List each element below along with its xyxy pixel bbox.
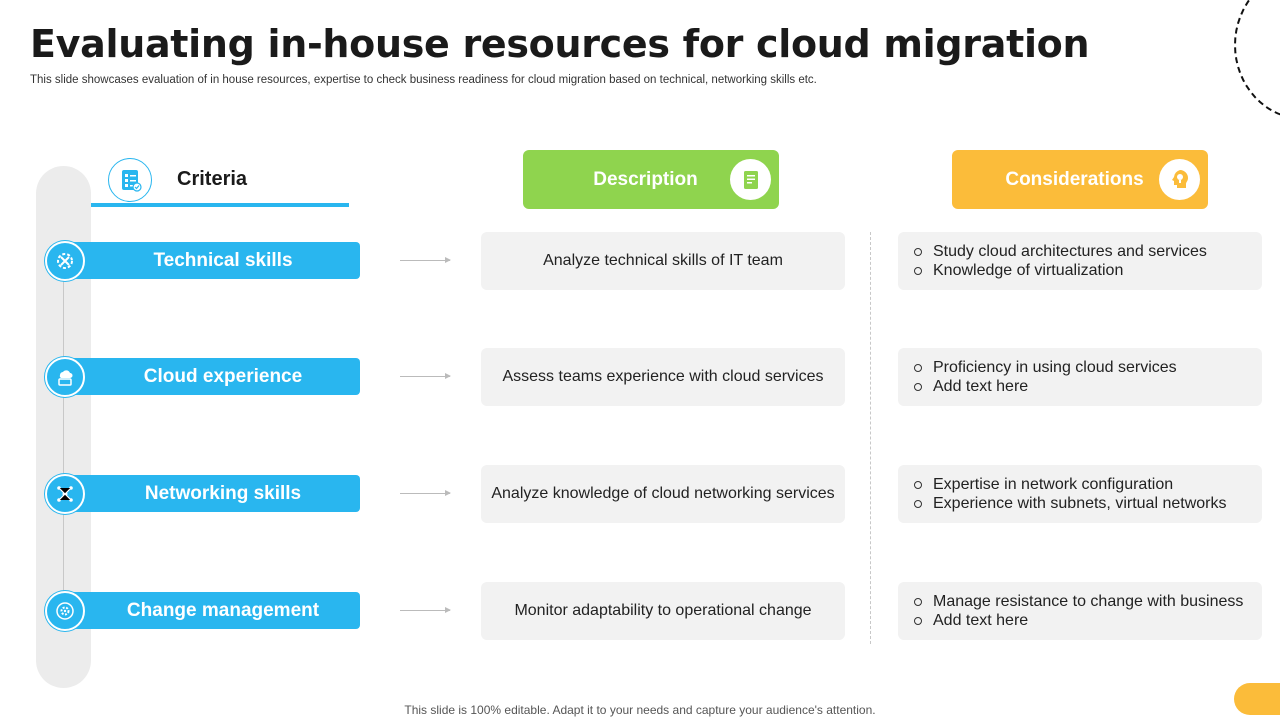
tools-icon bbox=[45, 241, 85, 281]
consideration-text: Manage resistance to change with business bbox=[933, 592, 1244, 610]
criteria-row-change-management bbox=[0, 581, 1280, 641]
considerations-box bbox=[898, 582, 1262, 640]
considerations-header-label: Considerations bbox=[1005, 168, 1144, 190]
bullet bbox=[914, 481, 922, 489]
timeline-connector bbox=[63, 260, 64, 612]
page-title: Evaluating in-house resources for cloud migration bbox=[30, 22, 1090, 66]
gear-cycle-icon bbox=[45, 591, 85, 631]
row-arrow bbox=[400, 260, 450, 261]
description-box: Monitor adaptability to operational change bbox=[481, 582, 845, 640]
checklist-icon bbox=[108, 158, 152, 202]
description-header bbox=[523, 150, 779, 209]
description-box: Analyze technical skills of IT team bbox=[481, 232, 845, 290]
bullet bbox=[914, 383, 922, 391]
row-arrow bbox=[400, 493, 450, 494]
consideration-item bbox=[914, 377, 1262, 396]
bullet bbox=[914, 364, 922, 372]
consideration-item bbox=[914, 475, 1262, 494]
considerations-header bbox=[952, 150, 1208, 209]
consideration-text: Expertise in network configuration bbox=[933, 475, 1174, 493]
consideration-item bbox=[914, 494, 1262, 513]
consideration-text: Proficiency in using cloud services bbox=[933, 358, 1177, 376]
consideration-item bbox=[914, 242, 1262, 261]
decorative-dashed-arc bbox=[1234, 0, 1280, 120]
description-header-label: Description bbox=[593, 168, 698, 190]
bullet bbox=[914, 598, 922, 606]
bullet bbox=[914, 267, 922, 275]
consideration-item bbox=[914, 358, 1262, 377]
document-icon bbox=[730, 159, 771, 200]
description-box: Assess teams experience with cloud services bbox=[481, 348, 845, 406]
criterion-label: Technical skills bbox=[64, 242, 360, 279]
consideration-item bbox=[914, 611, 1262, 630]
consideration-text: Add text here bbox=[933, 377, 1029, 395]
page-subtitle: This slide showcases evaluation of in house resources, expertise to check business readiness for cloud migration based on technical, networking skills etc. bbox=[30, 74, 817, 86]
consideration-text: Knowledge of virtualization bbox=[933, 261, 1124, 279]
considerations-box bbox=[898, 465, 1262, 523]
consideration-item bbox=[914, 261, 1262, 280]
idea-head-icon bbox=[1159, 159, 1200, 200]
criteria-underline bbox=[91, 203, 349, 207]
bullet bbox=[914, 248, 922, 256]
network-icon bbox=[45, 474, 85, 514]
consideration-item bbox=[914, 592, 1262, 611]
criteria-row-networking-skills bbox=[0, 464, 1280, 524]
criterion-label: Change management bbox=[64, 592, 360, 629]
consideration-text: Add text here bbox=[933, 611, 1029, 629]
footer-note: This slide is 100% editable. Adapt it to your needs and capture your audience's attention. bbox=[404, 703, 876, 717]
criteria-row-cloud-experience bbox=[0, 347, 1280, 407]
cloud-computer-icon bbox=[45, 357, 85, 397]
bullet bbox=[914, 500, 922, 508]
row-arrow bbox=[400, 376, 450, 377]
criterion-label: Networking skills bbox=[64, 475, 360, 512]
considerations-box bbox=[898, 232, 1262, 290]
row-arrow bbox=[400, 610, 450, 611]
criteria-heading: Criteria bbox=[177, 168, 248, 190]
considerations-box bbox=[898, 348, 1262, 406]
criteria-row-technical-skills bbox=[0, 231, 1280, 291]
criterion-label: Cloud experience bbox=[64, 358, 360, 395]
description-box: Analyze knowledge of cloud networking services bbox=[481, 465, 845, 523]
bullet bbox=[914, 617, 922, 625]
consideration-text: Study cloud architectures and services bbox=[933, 242, 1207, 260]
consideration-text: Experience with subnets, virtual networks bbox=[933, 494, 1227, 512]
